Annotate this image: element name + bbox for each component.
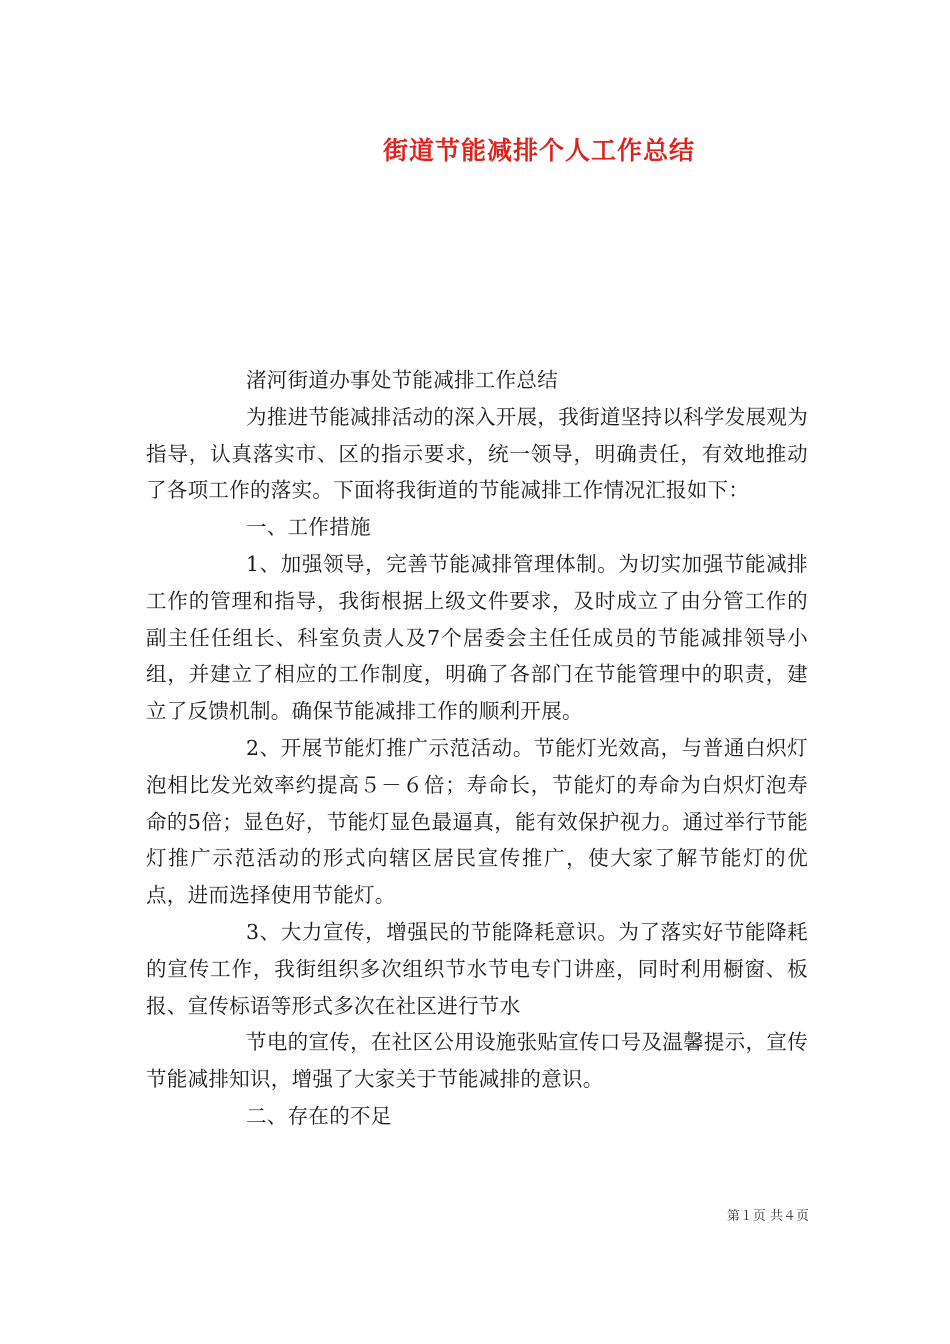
paragraph-measure-3-cont: 节电的宣传，在社区公用设施张贴宣传口号及温馨提示，宣传节能减排知识，增强了大家关于节能减排的意识。 [146,1030,808,1092]
document-body [146,362,808,1135]
paragraph-intro: 为推进节能减排活动的深入开展，我街道坚持以科学发展观为指导，认真落实市、区的指示要求，统一领导，明确责任，有效地推动了各项工作的落实。下面将我街道的节能减排工作情况汇报如下： [146,404,808,503]
section-heading-2: 二、存在的不足 [246,1103,392,1128]
paragraph-subtitle: 渚河街道办事处节能减排工作总结 [246,368,558,392]
paragraph-measure-1: 1、加强领导，完善节能减排管理体制。为切实加强节能减排工作的管理和指导，我街根据上级文件要求，及时成立了由分管工作的副主任任组长、科室负责人及7个居委会主任任成员的节能减排领导小组，并建立了相应的工作制度，明确了各部门在节能管理中的职责，建立了反馈机制。确保节能减排工作的顺利开展。 [146,551,808,724]
section-heading-1: 一、工作措施 [246,515,371,540]
paragraph-measure-3: 3、大力宣传，增强民的节能降耗意识。为了落实好节能降耗的宣传工作，我街组织多次组织节水节电专门讲座，同时利用橱窗、板报、宣传标语等形式多次在社区进行节水 [146,919,808,1018]
paragraph-measure-2: 2、开展节能灯推广示范活动。节能灯光效高，与普通白炽灯泡相比发光效率约提高５－６倍；寿命长，节能灯的寿命为白炽灯泡寿命的5倍；显色好，节能灯显色最逼真，能有效保护视力。通过举行节能灯推广示范活动的形式向辖区居民宣传推广，使大家了解节能灯的优点，进而选择使用节能灯。 [146,735,808,908]
page-number: 第１页 共４页 [726,1209,810,1224]
document-title: 街道节能减排个人工作总结 [382,136,695,165]
